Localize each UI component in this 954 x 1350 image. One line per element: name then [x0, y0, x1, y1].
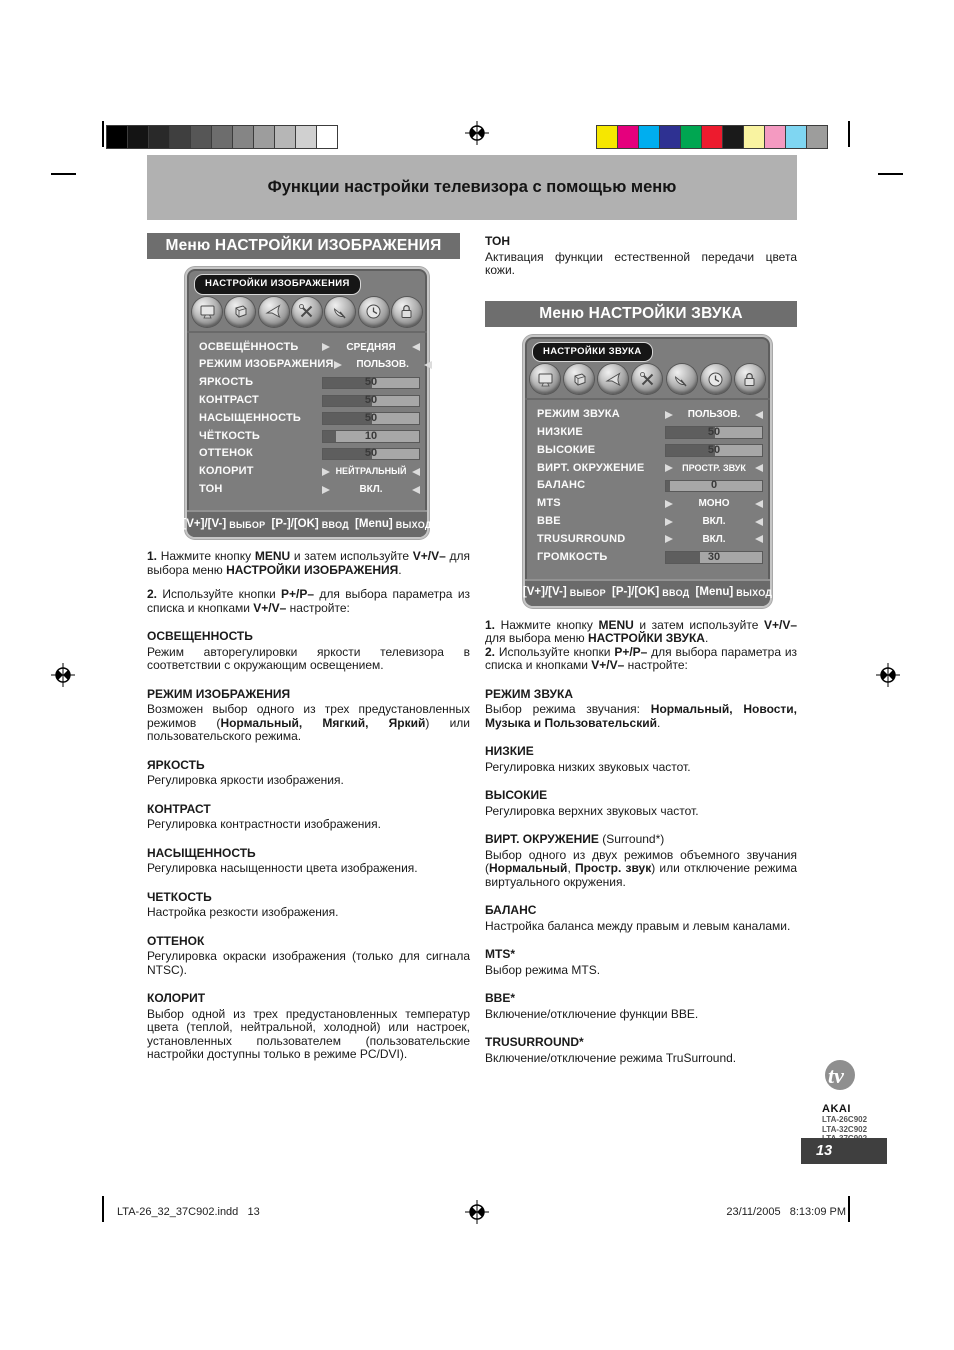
entry-heading: ВИРТ. ОКРУЖЕНИЕ (Surround*)	[485, 832, 665, 846]
osd-row-color-temp: КОЛОРИТ НЕЙТРАЛЬНЫЙ	[199, 463, 420, 481]
calibration-cell	[680, 125, 702, 149]
osd-menu-title: НАСТРОЙКИ ЗВУКА	[533, 343, 652, 362]
entry-body: Регулировка окраски изображения (только для сигнала NTSC).	[147, 949, 470, 977]
arrow-right-icon	[322, 486, 330, 494]
calibration-cell	[274, 125, 296, 149]
osd-row-sound-mode: РЕЖИМ ЗВУКА ПОЛЬЗОВ.	[537, 406, 763, 424]
osd-row-balance: БАЛАНС 0	[537, 477, 763, 495]
arrow-left-icon	[755, 500, 763, 508]
entry-body: Включение/отключение режима TruSurround.	[485, 1050, 737, 1065]
entry-body: Регулировка насыщенности цвета изображения.	[147, 861, 418, 875]
entry-body: Возможен выбор одного из трех предустановленных режимов (Нормальный, Мягкий, Яркий) или пользовательского режима.	[147, 702, 470, 743]
slider: 50	[665, 444, 763, 457]
speaker-icon	[598, 364, 628, 394]
sound-osd-screenshot	[523, 335, 797, 608]
arrow-left-icon	[412, 486, 420, 494]
grayscale-calibration-bar	[107, 125, 338, 149]
entry-body: Регулировка контрастности изображения.	[147, 817, 381, 831]
entry-sharpness	[147, 891, 470, 920]
arrow-right-icon	[322, 343, 330, 351]
calibration-cell	[806, 125, 828, 149]
calibration-cell	[253, 125, 275, 149]
entry-trusurround	[485, 1036, 797, 1065]
osd-row-saturation: НАСЫЩЕННОСТЬ 50	[199, 410, 420, 428]
slider: 0	[665, 480, 763, 493]
osd-items	[525, 400, 770, 579]
osd-key-help-bar: [V+]/[V-] ВЫБОР [P-]/[OK] ВВОД [Menu] ВЫХОД	[187, 510, 427, 537]
crop-tick	[848, 1196, 850, 1222]
satellite-dish-icon	[325, 297, 355, 327]
registration-mark	[465, 1200, 489, 1224]
entry-heading: ОТТЕНОК	[147, 933, 205, 948]
entry-body: Регулировка низких звуковых частот.	[485, 759, 691, 774]
brand-block	[822, 1058, 912, 1144]
slider: 50	[665, 426, 763, 439]
slider: 50	[322, 412, 420, 425]
entry-brightness	[147, 759, 470, 788]
arrow-right-icon	[665, 411, 673, 419]
osd-row-treble: ВЫСОКИЕ 50	[537, 442, 763, 460]
entry-body: Режим авторегулировки яркости телевизора в соответствии с окружающим освещением.	[147, 644, 470, 672]
slider: 50	[322, 448, 420, 461]
osd-row-contrast: КОНТРАСТ 50	[199, 392, 420, 410]
entry-heading: ВЫСОКИЕ	[485, 788, 548, 802]
entry-backlight	[147, 630, 470, 673]
crop-tick	[102, 1196, 104, 1222]
calibration-cell	[127, 125, 149, 149]
footer-timestamp: 23/11/2005 8:13:09 PM	[726, 1206, 846, 1218]
entry-heading: ОСВЕЩЕННОСТЬ	[147, 629, 253, 643]
calibration-cell	[596, 125, 618, 149]
osd-row-tint: ОТТЕНОК 50	[199, 445, 420, 463]
osd-row-backlight: ОСВЕЩЁННОСТЬ СРЕДНЯЯ	[199, 339, 420, 357]
crop-tick	[102, 121, 104, 147]
entry-heading: НИЗКИЕ	[485, 744, 534, 758]
akai-tv-logo	[822, 1058, 858, 1096]
sound-menu-section-title: Меню НАСТРОЙКИ ЗВУКА	[485, 301, 797, 327]
entry-body: Выбор одного из двух режимов объемного звучания (Нормальный, Простр. звук) или отключение режима виртуального окружения.	[485, 847, 798, 889]
entry-heading: КОЛОРИТ	[147, 991, 206, 1005]
osd-row-picture-mode: РЕЖИМ ИЗОБРАЖЕНИЯ ПОЛЬЗОВ.	[199, 356, 420, 374]
tools-icon	[292, 297, 322, 327]
lock-icon	[735, 364, 765, 394]
entry-sound-mode	[485, 688, 797, 731]
entry-treble	[485, 789, 797, 818]
picture-menu-section-title: Меню НАСТРОЙКИ ИЗОБРАЖЕНИЯ	[147, 233, 460, 259]
tools-icon	[632, 364, 662, 394]
cube-icon	[225, 297, 255, 327]
picture-osd-menu	[182, 267, 432, 539]
calibration-cell	[701, 125, 723, 149]
sound-step-2: 2. Используйте кнопки P+/P– для выбора параметра из списка и кнопками V+/V– настройте:	[485, 644, 798, 672]
registration-mark	[876, 663, 900, 687]
osd-icon-bar	[187, 294, 427, 333]
entry-heading: BBE*	[485, 991, 516, 1005]
picture-osd-screenshot	[182, 267, 470, 539]
slider: 50	[322, 395, 420, 408]
svg-text:tv: tv	[828, 1063, 844, 1088]
entry-picture-mode	[147, 688, 470, 744]
osd-icon-bar	[525, 361, 770, 400]
entry-heading: КОНТРАСТ	[147, 801, 211, 816]
osd-menu-title: НАСТРОЙКИ ИЗОБРАЖЕНИЯ	[195, 275, 360, 294]
clock-icon	[359, 297, 389, 327]
picture-step-1: 1. Нажмите кнопку MENU и затем используйте V+/V– для выбора меню НАСТРОЙКИ ИЗОБРАЖЕНИЯ.	[147, 549, 470, 577]
osd-items	[187, 333, 427, 511]
osd-key-help-bar: [V+]/[V-] ВЫБОР [P-]/[OK] ВВОД [Menu] ВЫХОД	[525, 579, 770, 606]
arrow-left-icon	[755, 518, 763, 526]
entry-heading: ЯРКОСТЬ	[147, 757, 205, 772]
crop-dash	[878, 173, 903, 175]
calibration-cell	[106, 125, 128, 149]
right-column	[485, 233, 797, 1065]
osd-row-trusurround: TRUSURROUND ВКЛ.	[537, 531, 763, 549]
arrow-left-icon	[412, 468, 420, 476]
arrow-right-icon	[665, 518, 673, 526]
footer-filename: LTA-26_32_37C902.indd 13	[117, 1206, 260, 1218]
osd-row-bbe: BBE ВКЛ.	[537, 513, 763, 531]
calibration-cell	[722, 125, 744, 149]
page-title: Функции настройки телевизора с помощью меню	[147, 155, 797, 220]
entry-mts	[485, 948, 797, 977]
arrow-right-icon	[665, 464, 673, 472]
entry-heading: НАСЫЩЕННОСТЬ	[147, 845, 256, 860]
entry-saturation	[147, 847, 470, 876]
entry-body: Выбор режима звучания: Нормальный, Новости, Музыка и Пользовательский.	[485, 702, 798, 730]
clock-icon	[701, 364, 731, 394]
osd-row-ton: ТОН ВКЛ.	[199, 481, 420, 499]
cube-icon	[564, 364, 594, 394]
slider: 30	[665, 551, 763, 564]
lock-icon	[392, 297, 422, 327]
entry-heading: ЧЕТКОСТЬ	[147, 889, 212, 904]
entry-body: Настройка резкости изображения.	[147, 905, 339, 919]
sound-step-1: 1. Нажмите кнопку MENU и затем используйте V+/V– для выбора меню НАСТРОЙКИ ЗВУКА.	[485, 617, 797, 645]
monitor-icon	[530, 364, 560, 394]
brand-name: AKAI	[822, 1103, 851, 1115]
entry-heading: ТОН	[485, 234, 511, 248]
entry-body: Регулировка яркости изображения.	[147, 773, 344, 787]
calibration-cell	[232, 125, 254, 149]
speaker-icon	[259, 297, 289, 327]
calibration-cell	[169, 125, 191, 149]
entry-body: Регулировка верхних звуковых частот.	[485, 803, 699, 818]
osd-row-brightness: ЯРКОСТЬ 50	[199, 374, 420, 392]
calibration-cell	[617, 125, 639, 149]
slider: 10	[322, 430, 420, 443]
entry-heading: TRUSURROUND*	[485, 1035, 584, 1049]
entry-body: Настройка баланса между правым и левым каналами.	[485, 918, 791, 933]
calibration-cell	[148, 125, 170, 149]
entry-contrast	[147, 803, 470, 832]
calibration-cell	[190, 125, 212, 149]
picture-step-2: 2. Используйте кнопки P+/P– для выбора параметра из списка и кнопками V+/V– настройте:	[147, 587, 471, 615]
model-number: LTA-32C902	[822, 1124, 868, 1134]
registration-mark	[51, 663, 75, 687]
slider: 50	[322, 377, 420, 390]
calibration-cell	[316, 125, 338, 149]
entry-virtual-surround	[485, 833, 797, 889]
arrow-left-icon	[755, 411, 763, 419]
entry-ton	[485, 235, 797, 278]
arrow-left-icon	[755, 535, 763, 543]
entry-balance	[485, 904, 797, 933]
osd-row-bass: НИЗКИЕ 50	[537, 424, 763, 442]
calibration-cell	[743, 125, 765, 149]
crop-dash	[51, 173, 76, 175]
registration-mark	[465, 121, 489, 145]
entry-heading: РЕЖИМ ИЗОБРАЖЕНИЯ	[147, 686, 291, 701]
calibration-cell	[764, 125, 786, 149]
model-number: LTA-26C902	[822, 1115, 868, 1124]
arrow-left-icon	[412, 343, 420, 351]
entry-heading: MTS*	[485, 947, 515, 961]
entry-bbe	[485, 992, 797, 1021]
entry-heading: БАЛАНС	[485, 903, 537, 917]
arrow-right-icon	[322, 468, 330, 476]
osd-row-volume: ГРОМКОСТЬ 30	[537, 548, 763, 566]
color-calibration-bar	[597, 125, 828, 149]
entry-body: Активация функции естественной передачи цвета кожи.	[485, 249, 797, 277]
arrow-right-icon	[334, 361, 342, 369]
osd-row-mts: MTS МОНО	[537, 495, 763, 513]
entry-body: Выбор одной из трех предустановленных температур цвета (теплой, нейтральной, холодной) или настроек, установленных пользователем (пользовательские настройки доступны только в режиме PC/DVI).	[147, 1006, 470, 1061]
calibration-cell	[659, 125, 681, 149]
crop-tick	[848, 121, 850, 147]
arrow-right-icon	[665, 500, 673, 508]
arrow-left-icon	[424, 361, 432, 369]
calibration-cell	[638, 125, 660, 149]
entry-body: Выбор режима MTS.	[485, 962, 601, 977]
entry-color-temp	[147, 992, 470, 1062]
monitor-icon	[192, 297, 222, 327]
entry-heading: РЕЖИМ ЗВУКА	[485, 686, 573, 701]
arrow-right-icon	[665, 535, 673, 543]
left-column	[147, 233, 470, 1062]
osd-row-sharpness: ЧЁТКОСТЬ 10	[199, 427, 420, 445]
entry-bass	[485, 745, 797, 774]
entry-tint	[147, 935, 470, 978]
satellite-dish-icon	[667, 364, 697, 394]
calibration-cell	[211, 125, 233, 149]
calibration-cell	[295, 125, 317, 149]
entry-body: Включение/отключение функции BBE.	[485, 1006, 699, 1021]
sound-osd-menu	[523, 335, 772, 608]
calibration-cell	[785, 125, 807, 149]
arrow-left-icon	[755, 464, 763, 472]
osd-row-virtual-surround: ВИРТ. ОКРУЖЕНИЕ ПРОСТР. ЗВУК	[537, 459, 763, 477]
page-number: 13	[801, 1138, 887, 1164]
